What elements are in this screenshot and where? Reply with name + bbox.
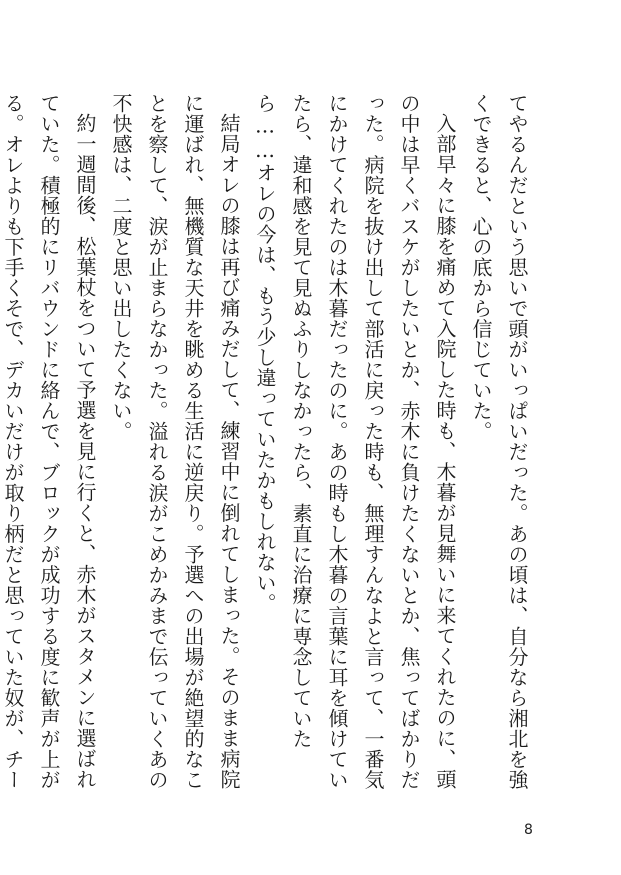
paragraph-4: 約一週間後、松葉杖をついて予選を見に行くと、赤木がスタメンに選ばれていた。積極的にリバウンドに絡んで、ブロックが成功する度に歓声が上がる。オレよりも下手くそで、デカいだけが取り柄だと思っていた奴が、チー: [1, 93, 97, 790]
paragraph-2: 入部早々に膝を痛めて入院した時も、木暮が見舞いに来てくれたのに、頭の中は早くバスケがしたいとか、赤木に負けたくないとか、焦ってばかりだった。病院を抜け出して部活に戻った時も、無理すんなよと言って、一番気にかけてくれたのは木暮だったのに。あの時もし木暮の言葉に耳を傾けていたら、違和感を見て見ぬふりしなかったら、素直に治療に専念していたら……オレの今は、もう少し違っていたかもしれない。: [253, 93, 457, 790]
vertical-text-body: [1, 93, 535, 805]
paragraph-1: てやるんだという思いで頭がいっぱいだった。あの頃は、自分なら湘北を強くできると、心の底から信じていた。: [469, 93, 529, 790]
page-number: 8: [524, 822, 533, 838]
paragraph-3: 結局オレの膝は再び痛みだして、練習中に倒れてしまった。そのまま病院に運ばれ、無機質な天井を眺める生活に逆戻り。予選への出場が絶望的なことを察して、涙が止まらなかった。溢れる涙がこめかみまで伝っていくあの不快感は、二度と思い出したくない。: [109, 93, 241, 790]
